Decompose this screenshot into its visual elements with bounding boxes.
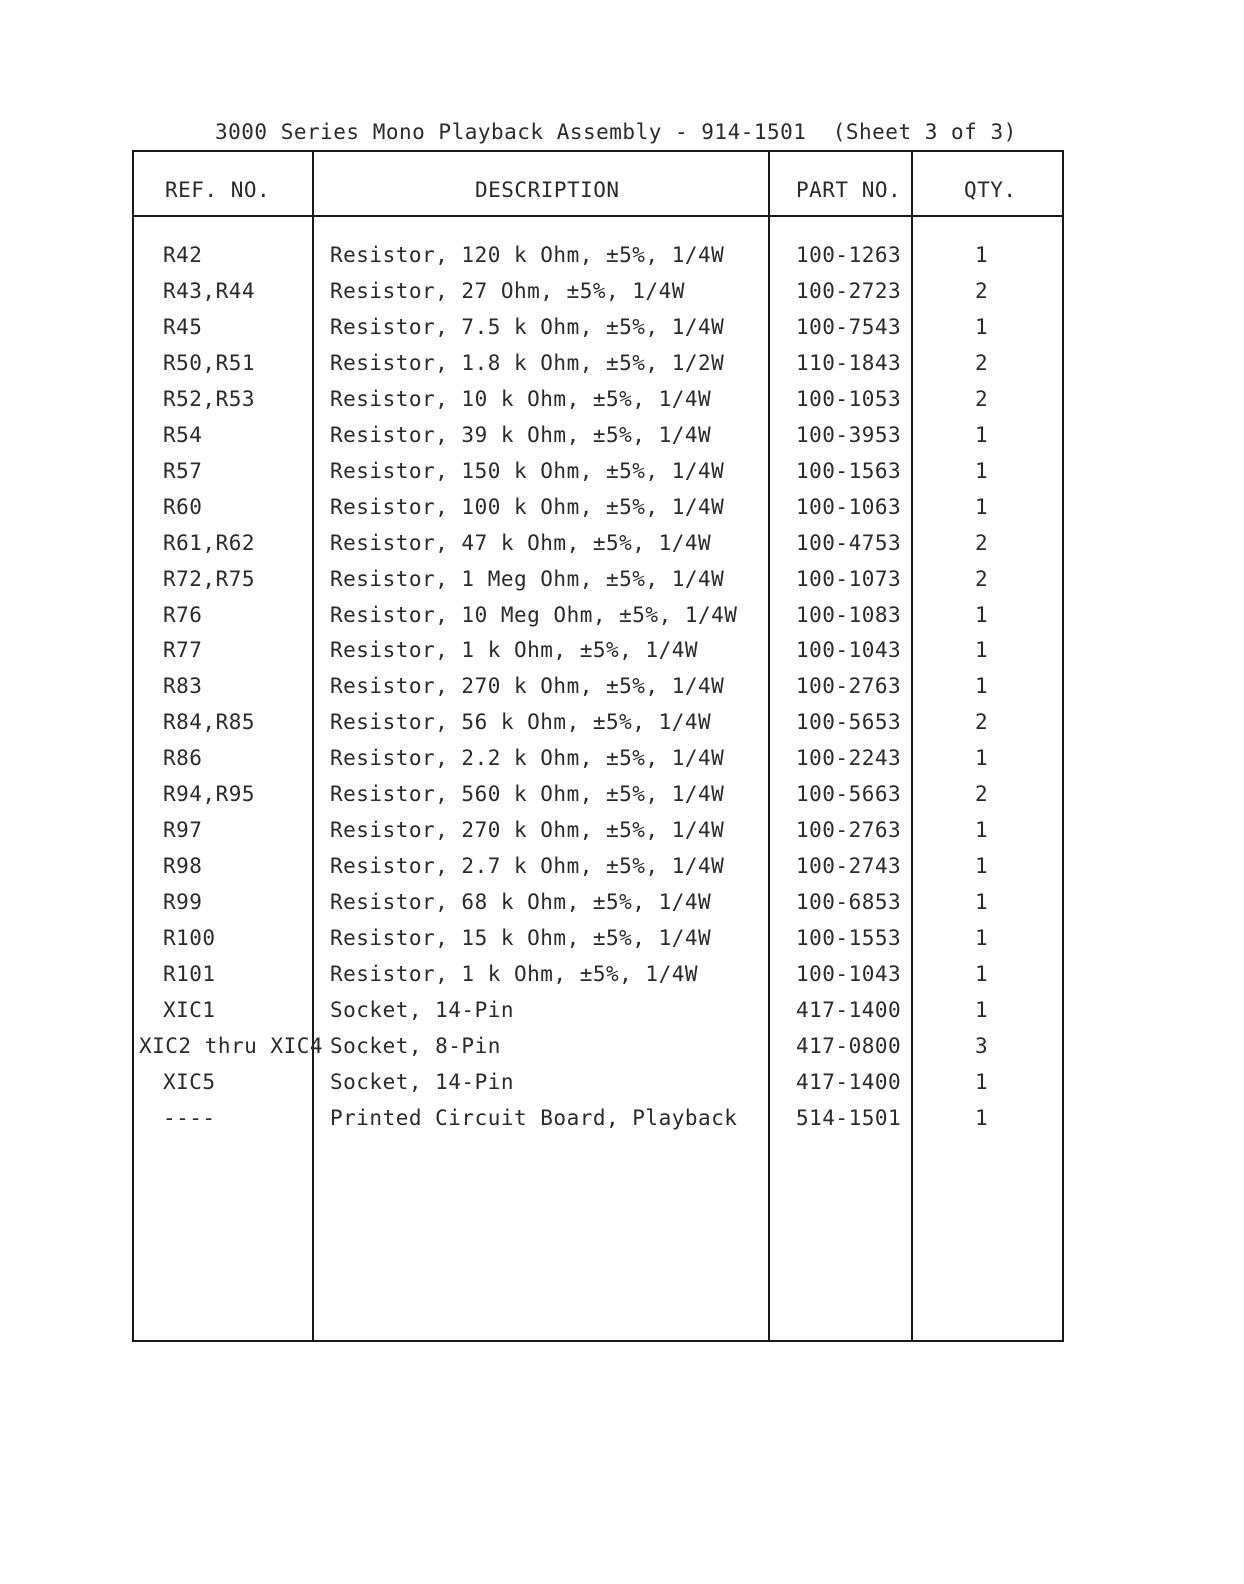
row-qty: 2 <box>975 782 989 806</box>
row-qty: 2 <box>975 387 989 411</box>
row-qty: 1 <box>975 674 989 698</box>
row-part-no: 417-1400 <box>796 1070 902 1094</box>
row-part-no: 110-1843 <box>796 351 902 375</box>
row-description: Resistor, 68 k Ohm, ±5%, 1/4W <box>330 890 712 914</box>
row-qty: 1 <box>975 638 989 662</box>
row-part-no: 100-4753 <box>796 531 902 555</box>
row-part-no: 100-1053 <box>796 387 902 411</box>
row-part-no: 417-0800 <box>796 1034 902 1058</box>
row-ref-no: R86 <box>163 746 203 770</box>
row-part-no: 100-1063 <box>796 495 902 519</box>
row-description: Resistor, 15 k Ohm, ±5%, 1/4W <box>330 926 712 950</box>
row-description: Resistor, 27 Ohm, ±5%, 1/4W <box>330 279 685 303</box>
row-qty: 1 <box>975 854 989 878</box>
row-qty: 2 <box>975 531 989 555</box>
row-part-no: 100-5663 <box>796 782 902 806</box>
row-part-no: 100-1553 <box>796 926 902 950</box>
row-qty: 1 <box>975 423 989 447</box>
row-ref-no: R57 <box>163 459 203 483</box>
sheet-title: 3000 Series Mono Playback Assembly - 914-1501 (Sheet 3 of 3) <box>215 120 1017 144</box>
row-ref-no: R42 <box>163 243 203 267</box>
row-ref-no: R99 <box>163 890 203 914</box>
row-description: Resistor, 1 k Ohm, ±5%, 1/4W <box>330 638 699 662</box>
row-ref-no: XIC2 thru XIC4 <box>139 1034 324 1058</box>
row-part-no: 100-2723 <box>796 279 902 303</box>
row-ref-no: R83 <box>163 674 203 698</box>
column-divider-desc <box>768 150 770 1342</box>
row-qty: 1 <box>975 962 989 986</box>
row-part-no: 100-1043 <box>796 962 902 986</box>
row-qty: 2 <box>975 351 989 375</box>
header-ref-no: REF. NO. <box>165 178 271 202</box>
row-qty: 1 <box>975 890 989 914</box>
row-ref-no: R97 <box>163 818 203 842</box>
row-description: Resistor, 1 k Ohm, ±5%, 1/4W <box>330 962 699 986</box>
row-description: Resistor, 56 k Ohm, ±5%, 1/4W <box>330 710 712 734</box>
row-qty: 1 <box>975 603 989 627</box>
row-part-no: 100-1073 <box>796 567 902 591</box>
header-description: DESCRIPTION <box>475 178 620 202</box>
row-description: Resistor, 2.2 k Ohm, ±5%, 1/4W <box>330 746 725 770</box>
row-description: Resistor, 270 k Ohm, ±5%, 1/4W <box>330 818 725 842</box>
row-description: Resistor, 10 Meg Ohm, ±5%, 1/4W <box>330 603 738 627</box>
row-description: Resistor, 10 k Ohm, ±5%, 1/4W <box>330 387 712 411</box>
row-ref-no: R52,R53 <box>163 387 256 411</box>
row-qty: 1 <box>975 1070 989 1094</box>
row-ref-no: R98 <box>163 854 203 878</box>
column-divider-ref <box>312 150 314 1342</box>
row-qty: 3 <box>975 1034 989 1058</box>
row-ref-no: ---- <box>163 1106 216 1130</box>
row-qty: 1 <box>975 818 989 842</box>
row-qty: 1 <box>975 1106 989 1130</box>
row-part-no: 100-1083 <box>796 603 902 627</box>
row-description: Resistor, 100 k Ohm, ±5%, 1/4W <box>330 495 725 519</box>
row-ref-no: R77 <box>163 638 203 662</box>
header-qty: QTY. <box>964 178 1017 202</box>
row-part-no: 100-5653 <box>796 710 902 734</box>
row-part-no: 100-7543 <box>796 315 902 339</box>
row-ref-no: R84,R85 <box>163 710 256 734</box>
row-ref-no: XIC5 <box>163 1070 216 1094</box>
row-ref-no: R76 <box>163 603 203 627</box>
row-description: Socket, 8-Pin <box>330 1034 501 1058</box>
row-ref-no: R100 <box>163 926 216 950</box>
row-description: Resistor, 120 k Ohm, ±5%, 1/4W <box>330 243 725 267</box>
row-qty: 1 <box>975 459 989 483</box>
row-part-no: 100-2763 <box>796 818 902 842</box>
column-divider-part <box>911 150 913 1342</box>
row-ref-no: XIC1 <box>163 998 216 1022</box>
row-part-no: 100-2763 <box>796 674 902 698</box>
row-qty: 1 <box>975 926 989 950</box>
row-ref-no: R61,R62 <box>163 531 256 555</box>
row-ref-no: R60 <box>163 495 203 519</box>
row-description: Socket, 14-Pin <box>330 1070 515 1094</box>
row-description: Resistor, 47 k Ohm, ±5%, 1/4W <box>330 531 712 555</box>
row-ref-no: R45 <box>163 315 203 339</box>
row-ref-no: R43,R44 <box>163 279 256 303</box>
row-description: Resistor, 2.7 k Ohm, ±5%, 1/4W <box>330 854 725 878</box>
row-qty: 2 <box>975 567 989 591</box>
row-description: Resistor, 1 Meg Ohm, ±5%, 1/4W <box>330 567 725 591</box>
row-ref-no: R72,R75 <box>163 567 256 591</box>
row-qty: 1 <box>975 998 989 1022</box>
row-part-no: 100-2243 <box>796 746 902 770</box>
row-description: Printed Circuit Board, Playback <box>330 1106 738 1130</box>
row-description: Resistor, 7.5 k Ohm, ±5%, 1/4W <box>330 315 725 339</box>
row-ref-no: R101 <box>163 962 216 986</box>
row-qty: 2 <box>975 710 989 734</box>
row-qty: 1 <box>975 746 989 770</box>
row-qty: 2 <box>975 279 989 303</box>
row-ref-no: R94,R95 <box>163 782 256 806</box>
row-qty: 1 <box>975 315 989 339</box>
row-part-no: 514-1501 <box>796 1106 902 1130</box>
header-part-no: PART NO. <box>796 178 902 202</box>
row-qty: 1 <box>975 495 989 519</box>
row-description: Socket, 14-Pin <box>330 998 515 1022</box>
row-part-no: 100-1043 <box>796 638 902 662</box>
row-part-no: 100-1563 <box>796 459 902 483</box>
row-description: Resistor, 270 k Ohm, ±5%, 1/4W <box>330 674 725 698</box>
row-part-no: 100-3953 <box>796 423 902 447</box>
row-part-no: 100-2743 <box>796 854 902 878</box>
row-ref-no: R54 <box>163 423 203 447</box>
row-part-no: 100-1263 <box>796 243 902 267</box>
row-part-no: 417-1400 <box>796 998 902 1022</box>
row-description: Resistor, 150 k Ohm, ±5%, 1/4W <box>330 459 725 483</box>
row-part-no: 100-6853 <box>796 890 902 914</box>
row-description: Resistor, 39 k Ohm, ±5%, 1/4W <box>330 423 712 447</box>
row-description: Resistor, 560 k Ohm, ±5%, 1/4W <box>330 782 725 806</box>
row-ref-no: R50,R51 <box>163 351 256 375</box>
row-description: Resistor, 1.8 k Ohm, ±5%, 1/2W <box>330 351 725 375</box>
row-qty: 1 <box>975 243 989 267</box>
header-divider <box>132 215 1064 217</box>
